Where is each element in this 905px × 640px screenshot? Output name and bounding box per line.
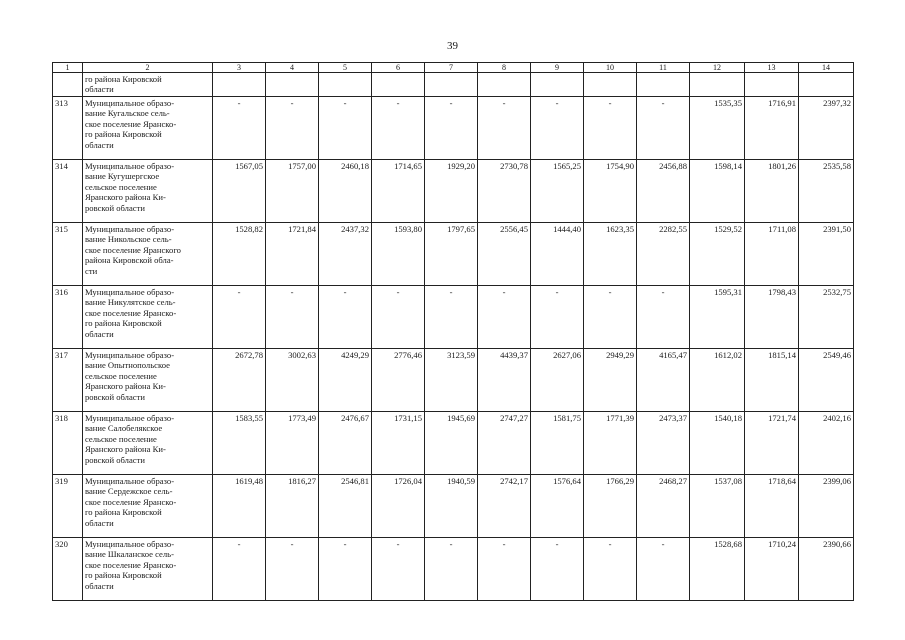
value-cell: 1726,04 [372,475,425,538]
column-header: 3 [213,63,266,73]
value-cell: 3002,63 [266,349,319,412]
value-cell: - [213,286,266,349]
name-line: сельское поселение [85,370,157,381]
value-cell: - [584,97,637,160]
column-header: 13 [745,63,799,73]
value-cell [745,73,799,97]
value-cell: 3123,59 [425,349,478,412]
value-cell: 1771,39 [584,412,637,475]
column-header: 9 [531,63,584,73]
name-line: вание Кугальское сель- [85,108,170,119]
name-line: Муниципальное образо- [85,539,175,549]
value-cell: 2390,66 [799,538,854,601]
value-cell: 1801,26 [745,160,799,223]
value-cell: 1528,68 [690,538,745,601]
value-cell: 1595,31 [690,286,745,349]
name-line: ровской области [85,454,145,465]
value-cell: 2776,46 [372,349,425,412]
value-cell [266,73,319,97]
name-line: Муниципальное образо- [85,350,175,360]
value-cell: 1816,27 [266,475,319,538]
value-cell: 1766,29 [584,475,637,538]
name-line: го района Кировской [85,74,162,84]
name-line: ское поселение Яранского [85,244,181,255]
row-number-cell: 320 [53,538,83,601]
value-cell [637,73,690,97]
value-cell: 1731,15 [372,412,425,475]
value-cell: - [584,538,637,601]
column-header: 2 [83,63,213,73]
row-number-cell: 315 [53,223,83,286]
municipality-name-cell [83,223,213,286]
value-cell: 4249,29 [319,349,372,412]
name-line: области [85,139,114,150]
municipality-name-cell [83,73,213,97]
name-line: вание Сердежское сель- [85,486,173,497]
name-line: Муниципальное образо- [85,476,175,486]
table-row [53,286,854,349]
value-cell: - [213,538,266,601]
name-line: области [85,84,114,95]
column-header: 1 [53,63,83,73]
value-cell: 2549,46 [799,349,854,412]
name-line: сти [85,265,98,276]
value-cell: 1567,05 [213,160,266,223]
value-cell: 1540,18 [690,412,745,475]
value-cell: 1711,08 [745,223,799,286]
table-row [53,97,854,160]
value-cell: - [478,538,531,601]
name-line: го района Кировской [85,507,162,518]
value-cell: - [425,286,478,349]
value-cell: - [425,97,478,160]
name-line: Яранского района Ки- [85,381,166,392]
value-cell: - [372,538,425,601]
name-line: го района Кировской [85,570,162,581]
value-cell: 4439,37 [478,349,531,412]
name-line: вание Кугушергское [85,171,160,182]
name-line: вание Никулятское сель- [85,297,176,308]
name-line: Муниципальное образо- [85,287,175,297]
value-cell: - [319,286,372,349]
name-line: ское поселение Яранско- [85,559,177,570]
value-cell: 2473,37 [637,412,690,475]
column-header: 11 [637,63,690,73]
value-cell: 2730,78 [478,160,531,223]
value-cell: 1773,49 [266,412,319,475]
value-cell: 1940,59 [425,475,478,538]
value-cell: 4165,47 [637,349,690,412]
name-line: Муниципальное образо- [85,413,175,423]
value-cell: 1714,65 [372,160,425,223]
value-cell: 2535,58 [799,160,854,223]
name-line: сельское поселение [85,433,157,444]
municipality-name-cell [83,97,213,160]
value-cell: 1583,55 [213,412,266,475]
value-cell: 2546,81 [319,475,372,538]
value-cell: 1619,48 [213,475,266,538]
name-line: вание Опытнопольское [85,360,170,371]
value-cell: - [478,286,531,349]
name-line: ровской области [85,391,145,402]
value-cell: - [637,286,690,349]
value-cell: - [478,97,531,160]
column-header: 6 [372,63,425,73]
value-cell: 1798,43 [745,286,799,349]
value-cell: 2556,45 [478,223,531,286]
value-cell: - [266,286,319,349]
value-cell: 2391,50 [799,223,854,286]
value-cell [584,73,637,97]
value-cell: 2456,88 [637,160,690,223]
table-row [53,73,854,97]
value-cell: 2399,06 [799,475,854,538]
column-header: 4 [266,63,319,73]
name-line: вание Шкаланское сель- [85,549,174,560]
value-cell: 1721,74 [745,412,799,475]
value-cell: - [531,538,584,601]
value-cell: 1612,02 [690,349,745,412]
value-cell: - [319,538,372,601]
column-header: 7 [425,63,478,73]
value-cell: 1718,64 [745,475,799,538]
value-cell: 1537,08 [690,475,745,538]
name-line: Муниципальное образо- [85,224,175,234]
table-row [53,412,854,475]
value-cell: - [531,286,584,349]
value-cell: 2747,27 [478,412,531,475]
value-cell: 1581,75 [531,412,584,475]
row-number-cell [53,73,83,97]
name-line: Муниципальное образо- [85,98,175,108]
municipality-name-cell [83,349,213,412]
row-number-cell: 317 [53,349,83,412]
name-line: Яранского района Ки- [85,192,166,203]
name-line: го района Кировской [85,318,162,329]
municipality-name-cell [83,538,213,601]
value-cell: 1598,14 [690,160,745,223]
value-cell [425,73,478,97]
row-number-cell: 313 [53,97,83,160]
value-cell: 2282,55 [637,223,690,286]
value-cell: 1716,91 [745,97,799,160]
page-number: 39 [447,40,458,52]
header-row [53,63,854,73]
name-line: области [85,517,114,528]
value-cell: 2460,18 [319,160,372,223]
name-line: ровской области [85,202,145,213]
value-cell: 2402,16 [799,412,854,475]
value-cell [531,73,584,97]
name-line: области [85,328,114,339]
name-line: вание Никольское сель- [85,234,172,245]
value-cell: 1710,24 [745,538,799,601]
value-cell [213,73,266,97]
value-cell: 1721,84 [266,223,319,286]
value-cell: 2949,29 [584,349,637,412]
value-cell: - [319,97,372,160]
value-cell: 2672,78 [213,349,266,412]
value-cell: 1576,64 [531,475,584,538]
value-cell: 1945,69 [425,412,478,475]
table-row [53,223,854,286]
value-cell [319,73,372,97]
column-header: 8 [478,63,531,73]
value-cell: - [372,97,425,160]
value-cell: - [372,286,425,349]
municipality-name-cell [83,412,213,475]
value-cell: - [213,97,266,160]
value-cell: - [637,538,690,601]
value-cell [799,73,854,97]
value-cell: 1815,14 [745,349,799,412]
row-number-cell: 314 [53,160,83,223]
value-cell: 1444,40 [531,223,584,286]
value-cell: - [531,97,584,160]
table-row [53,349,854,412]
row-number-cell: 316 [53,286,83,349]
table-row [53,475,854,538]
name-line: го района Кировской [85,129,162,140]
municipality-name-cell [83,160,213,223]
table-row [53,538,854,601]
value-cell: 2532,75 [799,286,854,349]
value-cell: 2468,27 [637,475,690,538]
name-line: области [85,580,114,591]
value-cell: 2627,06 [531,349,584,412]
value-cell: 2397,32 [799,97,854,160]
value-cell: - [425,538,478,601]
value-cell: 1929,20 [425,160,478,223]
name-line: Яранского района Ки- [85,444,166,455]
name-line: сельское поселение [85,181,157,192]
tariff-table [52,62,854,601]
value-cell [372,73,425,97]
value-cell [690,73,745,97]
value-cell: - [266,538,319,601]
value-cell: 2742,17 [478,475,531,538]
value-cell: - [584,286,637,349]
name-line: ское поселение Яранско- [85,307,177,318]
value-cell: 1565,25 [531,160,584,223]
municipality-name-cell [83,286,213,349]
value-cell: 2437,32 [319,223,372,286]
table-row [53,160,854,223]
name-line: ское поселение Яранско- [85,496,177,507]
value-cell: - [637,97,690,160]
value-cell: 2476,67 [319,412,372,475]
row-number-cell: 318 [53,412,83,475]
name-line: Муниципальное образо- [85,161,175,171]
value-cell: 1754,90 [584,160,637,223]
value-cell: 1529,52 [690,223,745,286]
value-cell: 1623,35 [584,223,637,286]
value-cell: 1593,80 [372,223,425,286]
column-header: 12 [690,63,745,73]
column-header: 5 [319,63,372,73]
municipality-name-cell [83,475,213,538]
value-cell [478,73,531,97]
name-line: вание Салобелякское [85,423,163,434]
value-cell: 1535,35 [690,97,745,160]
column-header: 10 [584,63,637,73]
name-line: ское поселение Яранско- [85,118,177,129]
row-number-cell: 319 [53,475,83,538]
value-cell: 1528,82 [213,223,266,286]
value-cell: 1757,00 [266,160,319,223]
value-cell: 1797,65 [425,223,478,286]
column-header: 14 [799,63,854,73]
name-line: района Кировской обла- [85,255,174,266]
value-cell: - [266,97,319,160]
